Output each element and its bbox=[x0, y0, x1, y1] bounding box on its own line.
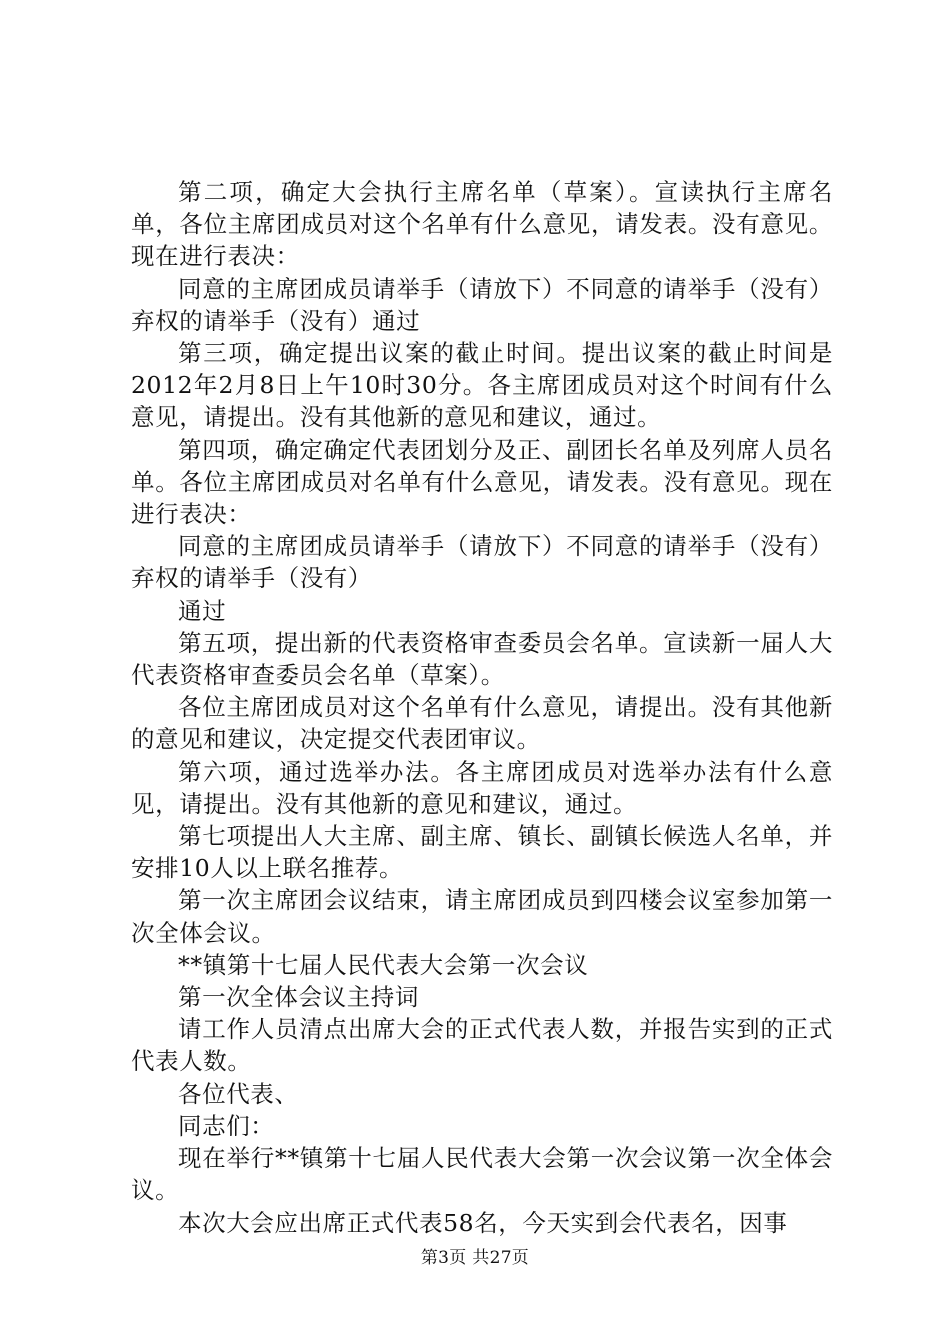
paragraph-item-5: 第五项，提出新的代表资格审查委员会名单。宣读新一届人大代表资格审查委员会名单（草案）。 bbox=[131, 628, 833, 690]
paragraph-item-2: 第二项，确定大会执行主席名单（草案）。宣读执行主席名单，各位主席团成员对这个名单有什么意见，请发表。没有意见。现在进行表决： bbox=[131, 178, 833, 271]
paragraph-item-6: 第六项，通过选举办法。各主席团成员对选举办法有什么意见，请提出。没有其他新的意见和建议，通过。 bbox=[131, 757, 833, 818]
paragraph-congress-title: **镇第十七届人民代表大会第一次会议 bbox=[178, 950, 589, 979]
paragraph-meeting-end: 第一次主席团会议结束，请主席团成员到四楼会议室参加第一次全体会议。 bbox=[131, 886, 833, 947]
paragraph-passed: 通过 bbox=[178, 596, 227, 625]
paragraph-opening: 现在举行**镇第十七届人民代表大会第一次会议第一次全体会议。 bbox=[131, 1144, 833, 1205]
paragraph-greeting-2: 同志们： bbox=[178, 1111, 275, 1140]
paragraph-vote-2: 同意的主席团成员请举手（请放下）不同意的请举手（没有）弃权的请举手（没有） bbox=[131, 532, 833, 593]
document-body bbox=[131, 176, 833, 1239]
paragraph-headcount: 请工作人员清点出席大会的正式代表人数，并报告实到的正式代表人数。 bbox=[131, 1015, 833, 1076]
paragraph-item-4: 第四项，确定确定代表团划分及正、副团长名单及列席人员名单。各位主席团成员对名单有什么意见，请发表。没有意见。现在进行表决： bbox=[131, 435, 833, 529]
paragraph-item-3: 第三项，确定提出议案的截止时间。提出议案的截止时间是2012年2月8日上午10时30分。各主席团成员对这个时间有什么意见，请提出。没有其他新的意见和建议，通过。 bbox=[131, 339, 833, 432]
paragraph-attendance: 本次大会应出席正式代表58名，今天实到会代表名，因事 bbox=[178, 1208, 788, 1237]
page-footer: 第3页 共27页 bbox=[420, 1248, 530, 1268]
paragraph-host-speech-title: 第一次全体会议主持词 bbox=[178, 983, 419, 1012]
paragraph-item-7: 第七项提出人大主席、副主席、镇长、副镇长候选人名单，并安排10人以上联名推荐。 bbox=[131, 822, 833, 883]
paragraph-item-5-review: 各位主席团成员对这个名单有什么意见，请提出。没有其他新的意见和建议，决定提交代表团审议。 bbox=[131, 693, 833, 754]
paragraph-greeting-1: 各位代表、 bbox=[178, 1079, 299, 1108]
paragraph-vote-1: 同意的主席团成员请举手（请放下）不同意的请举手（没有）弃权的请举手（没有）通过 bbox=[131, 274, 833, 335]
